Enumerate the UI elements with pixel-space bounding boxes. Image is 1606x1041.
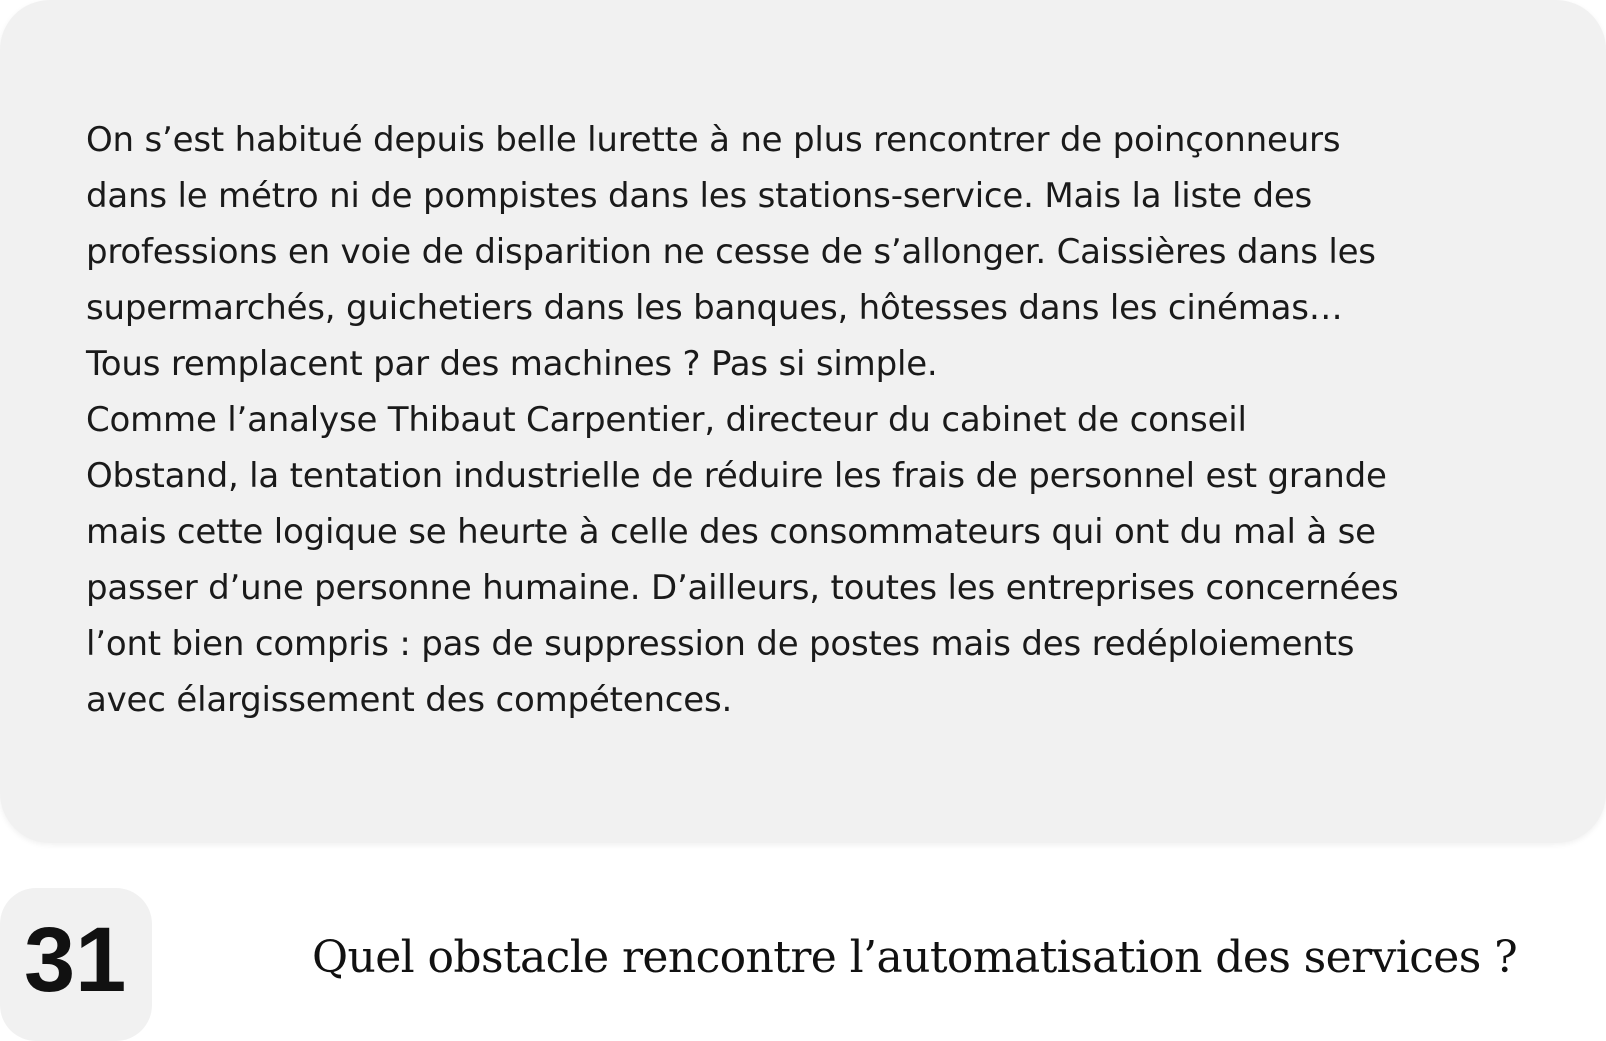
passage-line: mais cette logique se heurte à celle des consommateurs qui ont du mal à se (86, 512, 1376, 552)
passage-text (86, 112, 1566, 728)
passage-line: dans le métro ni de pompistes dans les stations-service. Mais la liste des (86, 176, 1313, 216)
passage-line: supermarchés, guichetiers dans les banques, hôtesses dans les cinémas… (86, 288, 1343, 328)
passage-line: Comme l’analyse Thibaut Carpentier, directeur du cabinet de conseil (86, 400, 1247, 440)
passage-line: l’ont bien compris : pas de suppression de postes mais des redéploiements (86, 624, 1355, 664)
passage-line: passer d’une personne humaine. D’ailleurs, toutes les entreprises concernées (86, 568, 1399, 608)
question-number: 31 (24, 909, 127, 1011)
question-text: Quel obstacle rencontre l’automatisation des services ? (312, 932, 1518, 983)
passage-line: Tous remplacent par des machines ? Pas si simple. (86, 344, 938, 384)
passage-line: Obstand, la tentation industrielle de réduire les frais de personnel est grande (86, 456, 1387, 496)
passage-line: avec élargissement des compétences. (86, 680, 733, 720)
passage-line: On s’est habitué depuis belle lurette à ne plus rencontrer de poinçonneurs (86, 120, 1341, 160)
passage-line: professions en voie de disparition ne cesse de s’allonger. Caissières dans les (86, 232, 1376, 272)
